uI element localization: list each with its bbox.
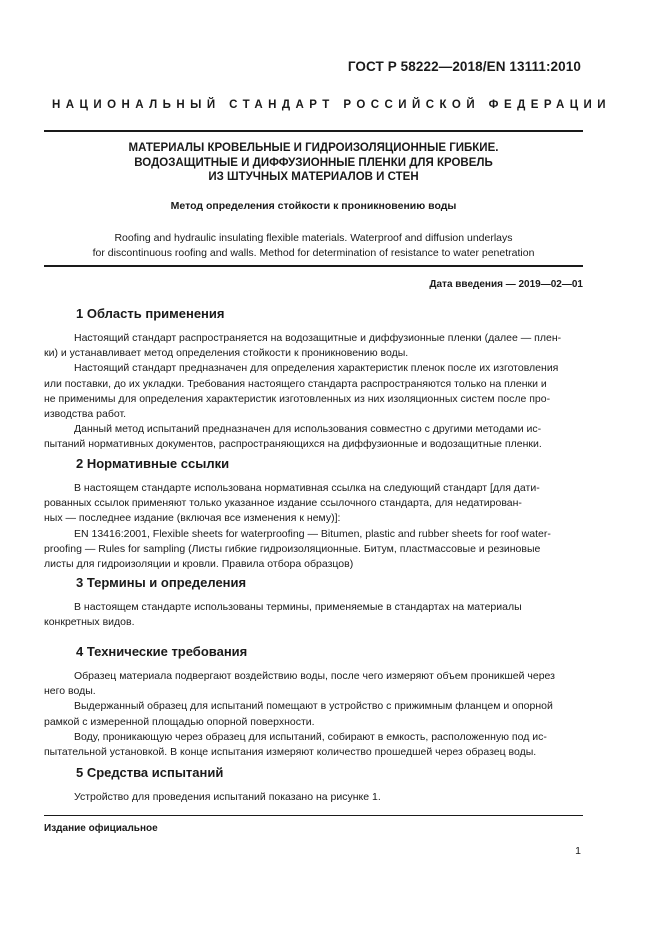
text-line: или поставки, до их укладки. Требования настоящего стандарта распространяются только на пленки и: [44, 377, 547, 390]
section-normative-references: [44, 456, 583, 572]
section-terms: [44, 575, 583, 630]
section-body: [44, 600, 583, 630]
text-line: Воду, проникающую через образец для испытаний, собирают в емкость, расположенную под ис-: [74, 730, 547, 743]
section-heading: 3 Термины и определения: [76, 575, 247, 590]
section-body: [44, 481, 583, 572]
top-divider: [44, 130, 583, 132]
section-heading: 4 Технические требования: [76, 644, 248, 659]
document-title: [44, 141, 583, 185]
text-line: Данный метод испытаний предназначен для использования совместно с другими методами ис-: [74, 423, 542, 436]
text-line: рованных ссылок применяют только указанное издание ссылочного стандарта, для недатирован-: [44, 497, 522, 510]
text-line: конкретных видов.: [44, 616, 135, 629]
text-line: рамкой с измеренной площадью опорной поверхности.: [44, 715, 315, 728]
text-line: пытательной установкой. В конце испытания измеряют количество прошедшей через образец воды.: [44, 746, 537, 759]
section-body: [44, 669, 583, 760]
text-line: пытаний нормативных документов, распространяющихся на диффузионные и водозащитные пленки.: [44, 438, 542, 451]
official-edition-label: Издание официальное: [44, 823, 158, 834]
text-line: В настоящем стандарте использованы термины, применяемые в стандартах на материалы: [74, 601, 522, 613]
text-line: proofing — Rules for sampling (Листы гибкие гидроизоляционные. Битум, пластмассовые и резиновые: [44, 542, 541, 555]
english-title: [44, 231, 583, 261]
national-standard-heading: НАЦИОНАЛЬНЫЙ СТАНДАРТ РОССИЙСКОЙ ФЕДЕРАЦИИ: [52, 99, 611, 111]
text-line: Выдержанный образец для испытаний помещают в устройство с прижимным фланцем и опорной: [74, 700, 553, 713]
text-line: Устройство для проведения испытаний показано на рисунке 1.: [74, 791, 381, 803]
text-line: ных — последнее издание (включая все изменения к нему)]:: [44, 512, 341, 525]
text-line: В настоящем стандарте использована нормативная ссылка на следующий стандарт [для дати-: [74, 482, 540, 494]
text-line: него воды.: [44, 685, 96, 698]
introduction-date: Дата введения — 2019—02—01: [429, 279, 583, 290]
section-test-equipment: [44, 765, 583, 805]
text-line: EN 13416:2001, Flexible sheets for waterproofing — Bitumen, plastic and rubber sheets for roof water-: [74, 527, 551, 540]
title-divider: [44, 265, 583, 267]
section-body: [44, 790, 583, 805]
text-line: не применимы для определения характеристик изготовленных из них изоляционных систем после про-: [44, 392, 551, 405]
section-scope: [44, 306, 583, 453]
section-technical-requirements: [44, 644, 583, 760]
section-heading: 2 Нормативные ссылки: [76, 456, 230, 471]
title-line: ВОДОЗАЩИТНЫЕ И ДИФФУЗИОННЫЕ ПЛЕНКИ ДЛЯ КРОВЕЛЬ: [134, 156, 493, 169]
title-line: ИЗ ШТУЧНЫХ МАТЕРИАЛОВ И СТЕН: [208, 171, 419, 183]
section-heading: 1 Область применения: [76, 306, 225, 321]
text-line: Образец материала подвергают воздействию воды, после чего измеряют объем проникшей через: [74, 670, 555, 682]
page-number: 1: [575, 845, 581, 857]
footer-divider: [44, 815, 583, 816]
title-line: МАТЕРИАЛЫ КРОВЕЛЬНЫЕ И ГИДРОИЗОЛЯЦИОННЫЕ ГИБКИЕ.: [128, 142, 499, 154]
text-line: Настоящий стандарт предназначен для определения характеристик пленок после их изготовления: [74, 362, 559, 375]
text-line: Настоящий стандарт распространяется на водозащитные и диффузионные пленки (далее — плен-: [74, 332, 562, 344]
text-line: ки) и устанавливает метод определения стойкости к проникновению воды.: [44, 347, 409, 360]
standard-code: ГОСТ Р 58222—2018/EN 13111:2010: [347, 59, 581, 74]
text-line: изводства работ.: [44, 408, 127, 421]
section-heading: 5 Средства испытаний: [76, 765, 224, 780]
section-body: [44, 331, 583, 453]
document-subtitle: Метод определения стойкости к проникновению воды: [170, 200, 457, 212]
english-title-line: for discontinuous roofing and walls. Method for determination of resistance to water penetration: [92, 247, 535, 259]
text-line: листы для гидроизоляции и кровли. Правила отбора образцов): [44, 558, 354, 571]
english-title-line: Roofing and hydraulic insulating flexible materials. Waterproof and diffusion underlays: [114, 232, 513, 244]
